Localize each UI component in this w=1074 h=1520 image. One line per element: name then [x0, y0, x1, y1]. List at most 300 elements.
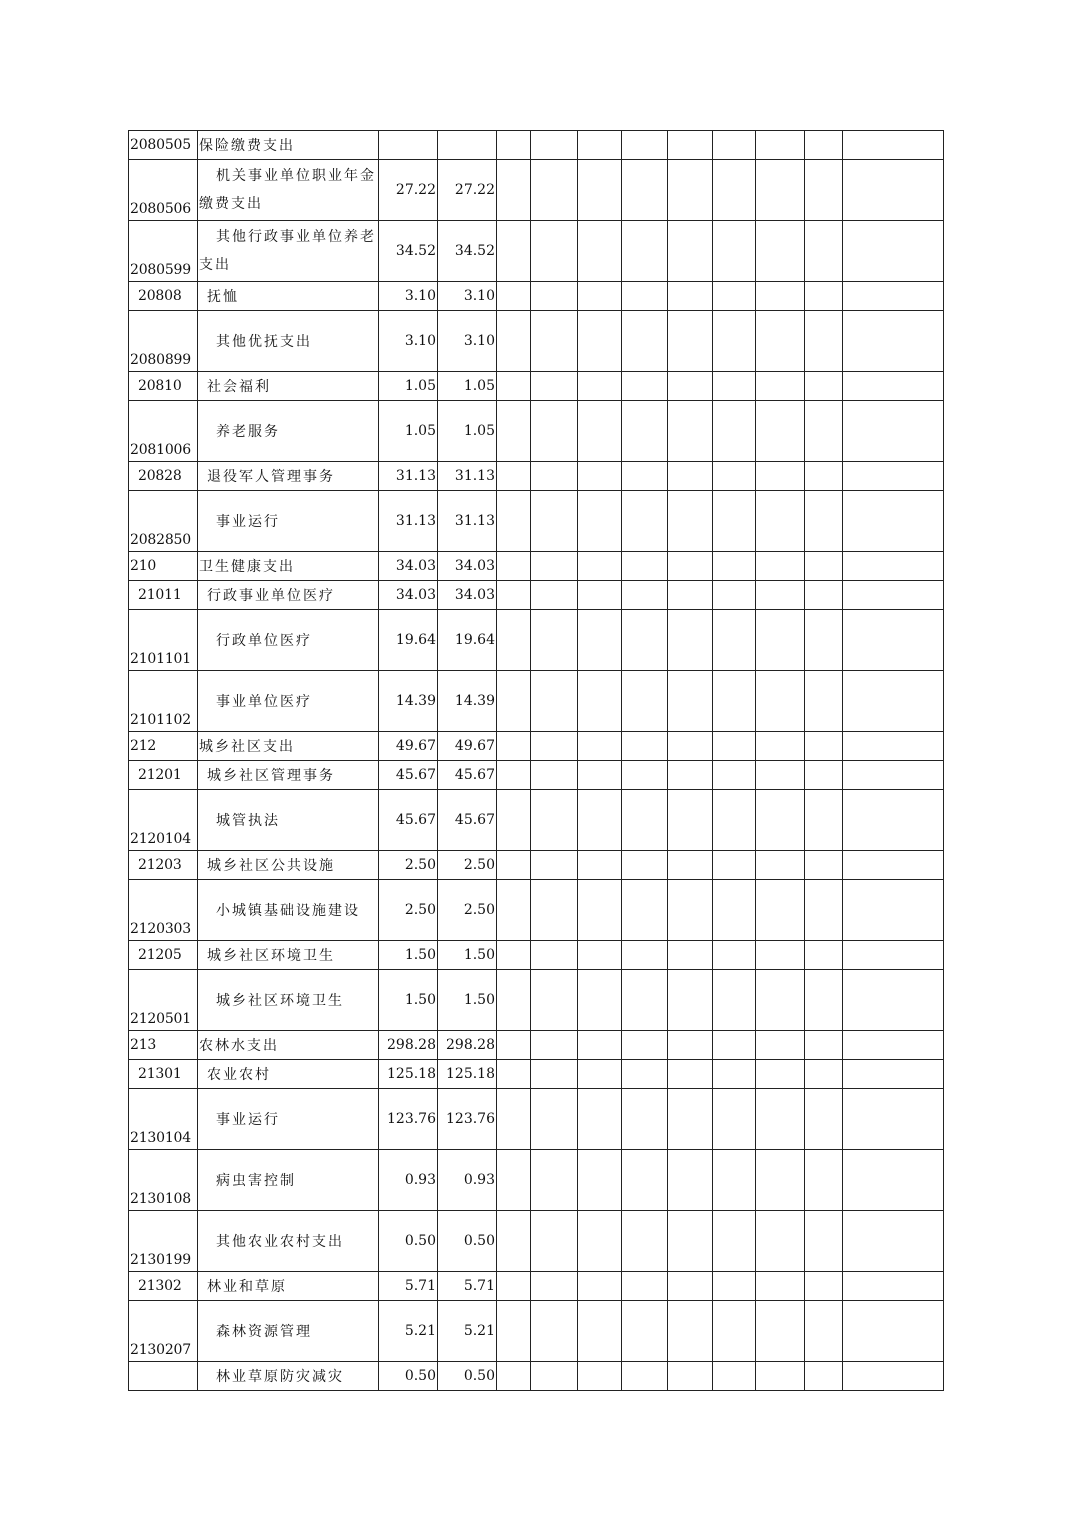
row-name-cell: 事业单位医疗	[198, 671, 379, 732]
row-total-cell: 3.10	[379, 311, 438, 372]
row-code-cell: 2130207	[129, 1301, 198, 1362]
empty-cell	[578, 790, 622, 851]
row-name-cell: 抚恤	[198, 282, 379, 311]
row-code-cell: 2120501	[129, 970, 198, 1031]
row-code-cell	[129, 1362, 198, 1391]
empty-cell	[843, 581, 944, 610]
table-row	[129, 1031, 944, 1060]
empty-cell	[805, 970, 843, 1031]
table-row	[129, 552, 944, 581]
row-basic-cell: 298.28	[438, 1031, 497, 1060]
empty-cell	[805, 1211, 843, 1272]
empty-cell	[756, 732, 805, 761]
empty-cell	[805, 941, 843, 970]
empty-cell	[497, 401, 531, 462]
table-row	[129, 970, 944, 1031]
empty-cell	[668, 1362, 713, 1391]
row-total-cell: 298.28	[379, 1031, 438, 1060]
table-row	[129, 221, 944, 282]
empty-cell	[843, 732, 944, 761]
row-total-cell: 49.67	[379, 732, 438, 761]
empty-cell	[497, 941, 531, 970]
row-basic-cell: 125.18	[438, 1060, 497, 1089]
empty-cell	[668, 1150, 713, 1211]
empty-cell	[756, 131, 805, 160]
empty-cell	[713, 671, 756, 732]
row-basic-cell: 34.03	[438, 552, 497, 581]
row-code-cell: 21203	[129, 851, 198, 880]
row-name-cell: 社会福利	[198, 372, 379, 401]
empty-cell	[805, 1272, 843, 1301]
empty-cell	[622, 372, 668, 401]
empty-cell	[622, 1150, 668, 1211]
empty-cell	[756, 581, 805, 610]
empty-cell	[805, 1089, 843, 1150]
row-code-cell: 2080599	[129, 221, 198, 282]
row-code-cell: 21205	[129, 941, 198, 970]
empty-cell	[713, 372, 756, 401]
empty-cell	[622, 732, 668, 761]
row-name-cell: 城乡社区支出	[198, 732, 379, 761]
empty-cell	[578, 581, 622, 610]
row-name-line1: 其他行政事业单位养老	[216, 229, 376, 245]
empty-cell	[805, 1150, 843, 1211]
row-basic-cell: 45.67	[438, 790, 497, 851]
empty-cell	[531, 1060, 578, 1089]
row-code-cell: 20828	[129, 462, 198, 491]
empty-cell	[622, 160, 668, 221]
empty-cell	[713, 401, 756, 462]
empty-cell	[622, 1060, 668, 1089]
empty-cell	[622, 552, 668, 581]
row-total-cell: 1.05	[379, 372, 438, 401]
empty-cell	[843, 221, 944, 282]
empty-cell	[843, 1150, 944, 1211]
row-code-cell: 20810	[129, 372, 198, 401]
row-name-line2: 缴费支出	[199, 196, 263, 212]
empty-cell	[668, 1272, 713, 1301]
empty-cell	[622, 761, 668, 790]
empty-cell	[843, 160, 944, 221]
empty-cell	[805, 610, 843, 671]
empty-cell	[668, 581, 713, 610]
empty-cell	[497, 462, 531, 491]
row-name-cell: 城乡社区环境卫生	[198, 941, 379, 970]
row-basic-cell: 5.21	[438, 1301, 497, 1362]
empty-cell	[668, 610, 713, 671]
row-name-cell: 行政单位医疗	[198, 610, 379, 671]
empty-cell	[805, 311, 843, 372]
empty-cell	[843, 1301, 944, 1362]
empty-cell	[531, 1211, 578, 1272]
empty-cell	[497, 790, 531, 851]
empty-cell	[578, 732, 622, 761]
empty-cell	[756, 1060, 805, 1089]
empty-cell	[497, 160, 531, 221]
table-row	[129, 732, 944, 761]
row-name-cell: 退役军人管理事务	[198, 462, 379, 491]
empty-cell	[622, 941, 668, 970]
empty-cell	[805, 732, 843, 761]
empty-cell	[578, 131, 622, 160]
row-basic-cell: 5.71	[438, 1272, 497, 1301]
empty-cell	[578, 880, 622, 941]
empty-cell	[531, 610, 578, 671]
empty-cell	[622, 790, 668, 851]
row-name-cell: 卫生健康支出	[198, 552, 379, 581]
empty-cell	[531, 732, 578, 761]
empty-cell	[531, 1301, 578, 1362]
empty-cell	[843, 1211, 944, 1272]
empty-cell	[622, 581, 668, 610]
empty-cell	[668, 851, 713, 880]
table-row	[129, 1272, 944, 1301]
empty-cell	[756, 1362, 805, 1391]
empty-cell	[578, 372, 622, 401]
empty-cell	[497, 761, 531, 790]
row-code-cell: 2130199	[129, 1211, 198, 1272]
empty-cell	[578, 1150, 622, 1211]
empty-cell	[497, 1272, 531, 1301]
empty-cell	[578, 761, 622, 790]
row-basic-cell: 0.50	[438, 1362, 497, 1391]
empty-cell	[805, 1031, 843, 1060]
empty-cell	[668, 941, 713, 970]
row-code-cell: 2080506	[129, 160, 198, 221]
empty-cell	[531, 401, 578, 462]
empty-cell	[668, 372, 713, 401]
row-code-cell: 2101102	[129, 671, 198, 732]
table-row	[129, 581, 944, 610]
empty-cell	[805, 1362, 843, 1391]
row-total-cell: 123.76	[379, 1089, 438, 1150]
empty-cell	[531, 282, 578, 311]
row-code-cell: 2080899	[129, 311, 198, 372]
row-basic-cell: 123.76	[438, 1089, 497, 1150]
row-total-cell: 45.67	[379, 761, 438, 790]
table-row	[129, 761, 944, 790]
empty-cell	[713, 761, 756, 790]
empty-cell	[578, 970, 622, 1031]
row-total-cell: 5.71	[379, 1272, 438, 1301]
empty-cell	[531, 1089, 578, 1150]
empty-cell	[713, 732, 756, 761]
empty-cell	[578, 671, 622, 732]
row-name-cell	[198, 160, 379, 221]
empty-cell	[578, 1031, 622, 1060]
row-name-cell: 城管执法	[198, 790, 379, 851]
row-code-cell: 212	[129, 732, 198, 761]
empty-cell	[497, 970, 531, 1031]
empty-cell	[843, 1060, 944, 1089]
empty-cell	[668, 1089, 713, 1150]
row-name-cell: 林业草原防灾减灾	[198, 1362, 379, 1391]
table-body	[129, 131, 944, 1391]
empty-cell	[843, 311, 944, 372]
empty-cell	[843, 851, 944, 880]
budget-expenditure-table	[128, 130, 944, 1391]
table-row	[129, 1362, 944, 1391]
row-basic-cell: 1.50	[438, 941, 497, 970]
empty-cell	[805, 131, 843, 160]
empty-cell	[578, 1362, 622, 1391]
empty-cell	[805, 221, 843, 282]
empty-cell	[531, 970, 578, 1031]
empty-cell	[713, 851, 756, 880]
row-name-cell: 城乡社区环境卫生	[198, 970, 379, 1031]
empty-cell	[843, 1089, 944, 1150]
row-code-cell: 2130104	[129, 1089, 198, 1150]
empty-cell	[622, 610, 668, 671]
empty-cell	[843, 1362, 944, 1391]
empty-cell	[531, 671, 578, 732]
empty-cell	[497, 131, 531, 160]
empty-cell	[756, 462, 805, 491]
row-name-cell: 农林水支出	[198, 1031, 379, 1060]
empty-cell	[497, 581, 531, 610]
empty-cell	[497, 1362, 531, 1391]
row-basic-cell: 1.05	[438, 401, 497, 462]
empty-cell	[843, 941, 944, 970]
empty-cell	[668, 732, 713, 761]
empty-cell	[843, 401, 944, 462]
empty-cell	[578, 1089, 622, 1150]
row-name-line1: 机关事业单位职业年金	[216, 168, 376, 184]
table-row	[129, 790, 944, 851]
empty-cell	[531, 491, 578, 552]
empty-cell	[531, 1150, 578, 1211]
row-total-cell: 3.10	[379, 282, 438, 311]
empty-cell	[756, 970, 805, 1031]
empty-cell	[622, 1272, 668, 1301]
row-name-cell: 城乡社区公共设施	[198, 851, 379, 880]
empty-cell	[668, 761, 713, 790]
row-total-cell: 34.03	[379, 581, 438, 610]
empty-cell	[578, 1301, 622, 1362]
table-row	[129, 1150, 944, 1211]
row-code-cell: 2130108	[129, 1150, 198, 1211]
row-name-cell: 小城镇基础设施建设	[198, 880, 379, 941]
row-basic-cell: 3.10	[438, 282, 497, 311]
row-name-cell	[198, 221, 379, 282]
empty-cell	[805, 401, 843, 462]
row-total-cell: 2.50	[379, 851, 438, 880]
empty-cell	[622, 221, 668, 282]
row-name-cell: 城乡社区管理事务	[198, 761, 379, 790]
empty-cell	[756, 851, 805, 880]
table-row	[129, 282, 944, 311]
table-row	[129, 131, 944, 160]
empty-cell	[805, 1301, 843, 1362]
empty-cell	[756, 671, 805, 732]
empty-cell	[578, 401, 622, 462]
row-basic-cell: 27.22	[438, 160, 497, 221]
empty-cell	[805, 761, 843, 790]
row-name-cell: 林业和草原	[198, 1272, 379, 1301]
empty-cell	[756, 1089, 805, 1150]
empty-cell	[805, 552, 843, 581]
empty-cell	[805, 880, 843, 941]
empty-cell	[843, 491, 944, 552]
empty-cell	[497, 372, 531, 401]
empty-cell	[713, 221, 756, 282]
empty-cell	[668, 491, 713, 552]
empty-cell	[805, 491, 843, 552]
row-total-cell: 0.50	[379, 1362, 438, 1391]
row-basic-cell: 14.39	[438, 671, 497, 732]
empty-cell	[497, 1089, 531, 1150]
empty-cell	[531, 851, 578, 880]
empty-cell	[805, 671, 843, 732]
empty-cell	[843, 462, 944, 491]
empty-cell	[756, 221, 805, 282]
empty-cell	[497, 880, 531, 941]
empty-cell	[497, 1301, 531, 1362]
row-basic-cell: 31.13	[438, 491, 497, 552]
empty-cell	[622, 671, 668, 732]
empty-cell	[843, 1272, 944, 1301]
row-basic-cell: 45.67	[438, 761, 497, 790]
row-total-cell: 31.13	[379, 462, 438, 491]
empty-cell	[713, 1060, 756, 1089]
row-code-cell: 2120303	[129, 880, 198, 941]
empty-cell	[713, 282, 756, 311]
empty-cell	[713, 1089, 756, 1150]
empty-cell	[622, 462, 668, 491]
empty-cell	[843, 970, 944, 1031]
table-row	[129, 1060, 944, 1089]
row-name-line2: 支出	[199, 257, 231, 273]
empty-cell	[622, 131, 668, 160]
empty-cell	[713, 1272, 756, 1301]
row-basic-cell: 3.10	[438, 311, 497, 372]
empty-cell	[843, 552, 944, 581]
table-row	[129, 1089, 944, 1150]
empty-cell	[713, 462, 756, 491]
table-row	[129, 941, 944, 970]
empty-cell	[756, 790, 805, 851]
table-row	[129, 160, 944, 221]
empty-cell	[578, 851, 622, 880]
row-code-cell: 21201	[129, 761, 198, 790]
empty-cell	[756, 1150, 805, 1211]
empty-cell	[713, 491, 756, 552]
empty-cell	[843, 282, 944, 311]
row-code-cell: 2081006	[129, 401, 198, 462]
empty-cell	[756, 401, 805, 462]
row-code-cell: 2120104	[129, 790, 198, 851]
empty-cell	[531, 372, 578, 401]
empty-cell	[668, 970, 713, 1031]
empty-cell	[668, 1211, 713, 1272]
empty-cell	[497, 282, 531, 311]
empty-cell	[497, 1060, 531, 1089]
table-row	[129, 671, 944, 732]
empty-cell	[497, 1211, 531, 1272]
empty-cell	[497, 851, 531, 880]
empty-cell	[713, 581, 756, 610]
empty-cell	[578, 552, 622, 581]
row-total-cell: 1.50	[379, 970, 438, 1031]
row-basic-cell: 2.50	[438, 880, 497, 941]
empty-cell	[713, 880, 756, 941]
row-total-cell: 0.93	[379, 1150, 438, 1211]
row-name-cell: 病虫害控制	[198, 1150, 379, 1211]
empty-cell	[668, 880, 713, 941]
row-total-cell: 1.50	[379, 941, 438, 970]
empty-cell	[843, 1031, 944, 1060]
row-name-cell: 保险缴费支出	[198, 131, 379, 160]
table-row	[129, 491, 944, 552]
empty-cell	[713, 610, 756, 671]
empty-cell	[497, 671, 531, 732]
empty-cell	[756, 311, 805, 372]
empty-cell	[497, 1031, 531, 1060]
empty-cell	[578, 1272, 622, 1301]
table-row	[129, 1301, 944, 1362]
table-row	[129, 372, 944, 401]
empty-cell	[805, 160, 843, 221]
empty-cell	[622, 851, 668, 880]
empty-cell	[668, 311, 713, 372]
empty-cell	[805, 282, 843, 311]
table-row	[129, 880, 944, 941]
empty-cell	[756, 1301, 805, 1362]
empty-cell	[756, 552, 805, 581]
row-name-cell: 行政事业单位医疗	[198, 581, 379, 610]
row-name-cell: 其他农业农村支出	[198, 1211, 379, 1272]
empty-cell	[756, 160, 805, 221]
table-row	[129, 610, 944, 671]
empty-cell	[622, 401, 668, 462]
row-total-cell	[379, 131, 438, 160]
row-code-cell: 21301	[129, 1060, 198, 1089]
empty-cell	[531, 1031, 578, 1060]
empty-cell	[843, 671, 944, 732]
empty-cell	[622, 880, 668, 941]
empty-cell	[578, 1060, 622, 1089]
empty-cell	[713, 1211, 756, 1272]
empty-cell	[756, 282, 805, 311]
empty-cell	[531, 462, 578, 491]
row-total-cell: 45.67	[379, 790, 438, 851]
empty-cell	[713, 1031, 756, 1060]
empty-cell	[531, 880, 578, 941]
row-total-cell: 31.13	[379, 491, 438, 552]
empty-cell	[668, 221, 713, 282]
empty-cell	[756, 880, 805, 941]
row-basic-cell: 19.64	[438, 610, 497, 671]
empty-cell	[843, 790, 944, 851]
row-name-cell: 事业运行	[198, 1089, 379, 1150]
empty-cell	[713, 1301, 756, 1362]
empty-cell	[578, 311, 622, 372]
empty-cell	[756, 372, 805, 401]
row-name-cell: 农业农村	[198, 1060, 379, 1089]
table-row	[129, 851, 944, 880]
row-name-cell: 森林资源管理	[198, 1301, 379, 1362]
empty-cell	[805, 1060, 843, 1089]
empty-cell	[843, 372, 944, 401]
empty-cell	[713, 790, 756, 851]
empty-cell	[843, 880, 944, 941]
empty-cell	[578, 941, 622, 970]
empty-cell	[843, 761, 944, 790]
empty-cell	[578, 462, 622, 491]
row-code-cell: 2080505	[129, 131, 198, 160]
empty-cell	[622, 282, 668, 311]
row-code-cell: 213	[129, 1031, 198, 1060]
